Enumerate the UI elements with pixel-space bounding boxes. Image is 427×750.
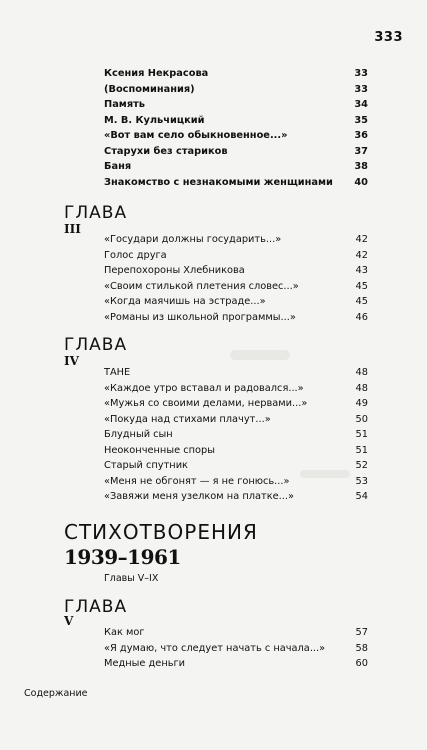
toc-entry [104, 97, 368, 113]
toc-entry [104, 625, 368, 641]
toc-entry-page: 52 [355, 460, 368, 471]
toc-entry-title: ТАНЕ [104, 367, 131, 378]
chapter-number: III [64, 222, 81, 236]
toc-entry-title: Как мог [104, 627, 145, 638]
chapter-heading-word: ГЛАВА [64, 203, 128, 223]
toc-entry [104, 641, 368, 657]
toc-entry-title: «Я думаю, что следует начать с начала...» [104, 642, 326, 654]
toc-entry-title: «Меня не обгонят — я не гонюсь...» [104, 475, 290, 487]
toc-entry-page: 42 [355, 249, 368, 261]
toc-entry [104, 412, 368, 428]
toc-entry-title: (Воспоминания) [104, 83, 195, 95]
toc-entry [104, 144, 368, 160]
toc-entry-page: 48 [355, 367, 368, 378]
toc-entry-page: 33 [354, 83, 368, 95]
toc-entry-title: «Когда маячишь на эстраде...» [104, 296, 266, 307]
toc-entry [104, 232, 368, 248]
toc-entry-page: 35 [354, 114, 368, 126]
toc-entry [104, 113, 368, 129]
toc-entry-title: Голос друга [104, 249, 167, 261]
toc-entry-title: «Каждое утро вставал и радовался...» [104, 382, 304, 394]
chapter-heading-word: ГЛАВА [64, 597, 128, 617]
toc-entry-page: 51 [355, 429, 368, 440]
toc-entry [104, 248, 368, 264]
toc-entry-title: Медные деньги [104, 658, 186, 669]
toc-entry-title: Ксения Некрасова [104, 68, 209, 79]
toc-entry-title: «Мужья со своими делами, нервами...» [104, 398, 308, 409]
toc-entry-title: Неоконченные споры [104, 444, 215, 456]
toc-entry-title: Память [104, 99, 145, 110]
toc-entry [104, 443, 368, 459]
toc-entry [104, 365, 368, 381]
toc-entry-page: 60 [355, 658, 368, 669]
toc-entry-page: 36 [354, 130, 368, 141]
toc-entry-title: «Своим стилькой плетения словес...» [104, 280, 299, 292]
toc-entry [104, 458, 368, 474]
toc-entry-title: Старухи без стариков [104, 145, 228, 157]
toc-entry [104, 279, 368, 295]
toc-entry-page: 40 [354, 176, 368, 188]
toc-entry [104, 82, 368, 98]
toc-entry-page: 51 [355, 444, 368, 456]
toc-entry [104, 489, 368, 505]
toc-entry [104, 159, 368, 175]
toc-entry-title: «Государи должны государить...» [104, 234, 282, 245]
scan-smudge [230, 350, 290, 360]
part-title: СТИХОТВОРЕНИЯ [64, 520, 258, 544]
toc-entry-page: 49 [355, 398, 368, 409]
toc-entry-title: Старый спутник [104, 460, 188, 471]
toc-entry [104, 175, 368, 191]
toc-entry [104, 310, 368, 326]
toc-entry [104, 427, 368, 443]
toc-chapter-4 [104, 365, 368, 505]
toc-entry [104, 656, 368, 672]
toc-chapter-3 [104, 232, 368, 325]
toc-entry-page: 54 [355, 491, 368, 502]
toc-section-top [104, 66, 368, 190]
toc-entry-page: 48 [355, 382, 368, 394]
toc-entry-page: 33 [354, 68, 368, 79]
toc-entry-title: Блудный сын [104, 429, 173, 440]
toc-entry [104, 294, 368, 310]
part-chapters: Главы V–IX [104, 573, 159, 584]
toc-entry-page: 45 [355, 280, 368, 292]
toc-entry [104, 396, 368, 412]
toc-entry-page: 50 [355, 413, 368, 425]
toc-entry-title: Знакомство с незнакомыми женщинами [104, 176, 333, 188]
toc-entry-page: 42 [355, 234, 368, 245]
toc-entry [104, 66, 368, 82]
toc-entry [104, 474, 368, 490]
toc-entry-page: 34 [354, 99, 368, 110]
toc-entry [104, 128, 368, 144]
toc-entry-title: «Завяжи меня узелком на платке...» [104, 491, 294, 502]
toc-entry-title: «Вот вам село обыкновенное...» [104, 130, 288, 141]
toc-entry-title: «Романы из школьной программы...» [104, 311, 296, 323]
toc-entry-title: Баня [104, 161, 132, 172]
toc-entry-page: 58 [355, 642, 368, 654]
toc-entry-page: 37 [354, 145, 368, 157]
chapter-heading-word: ГЛАВА [64, 335, 128, 355]
chapter-number: IV [64, 354, 79, 368]
toc-entry-page: 43 [355, 265, 368, 276]
chapter-number: V [64, 614, 74, 628]
toc-entry-page: 38 [354, 161, 368, 172]
toc-entry-title: М. В. Кульчицкий [104, 114, 205, 126]
toc-entry-title: «Покуда над стихами плачут...» [104, 413, 271, 425]
running-footer: Содержание [24, 688, 88, 699]
page-number: 333 [374, 30, 403, 45]
toc-entry [104, 263, 368, 279]
toc-chapter-5 [104, 625, 368, 672]
toc-entry-page: 45 [355, 296, 368, 307]
part-years: 1939–1961 [64, 545, 181, 569]
toc-entry-title: Перепохороны Хлебникова [104, 265, 245, 276]
toc-entry-page: 57 [355, 627, 368, 638]
toc-entry-page: 46 [355, 311, 368, 323]
toc-entry-page: 53 [355, 475, 368, 487]
toc-entry [104, 381, 368, 397]
